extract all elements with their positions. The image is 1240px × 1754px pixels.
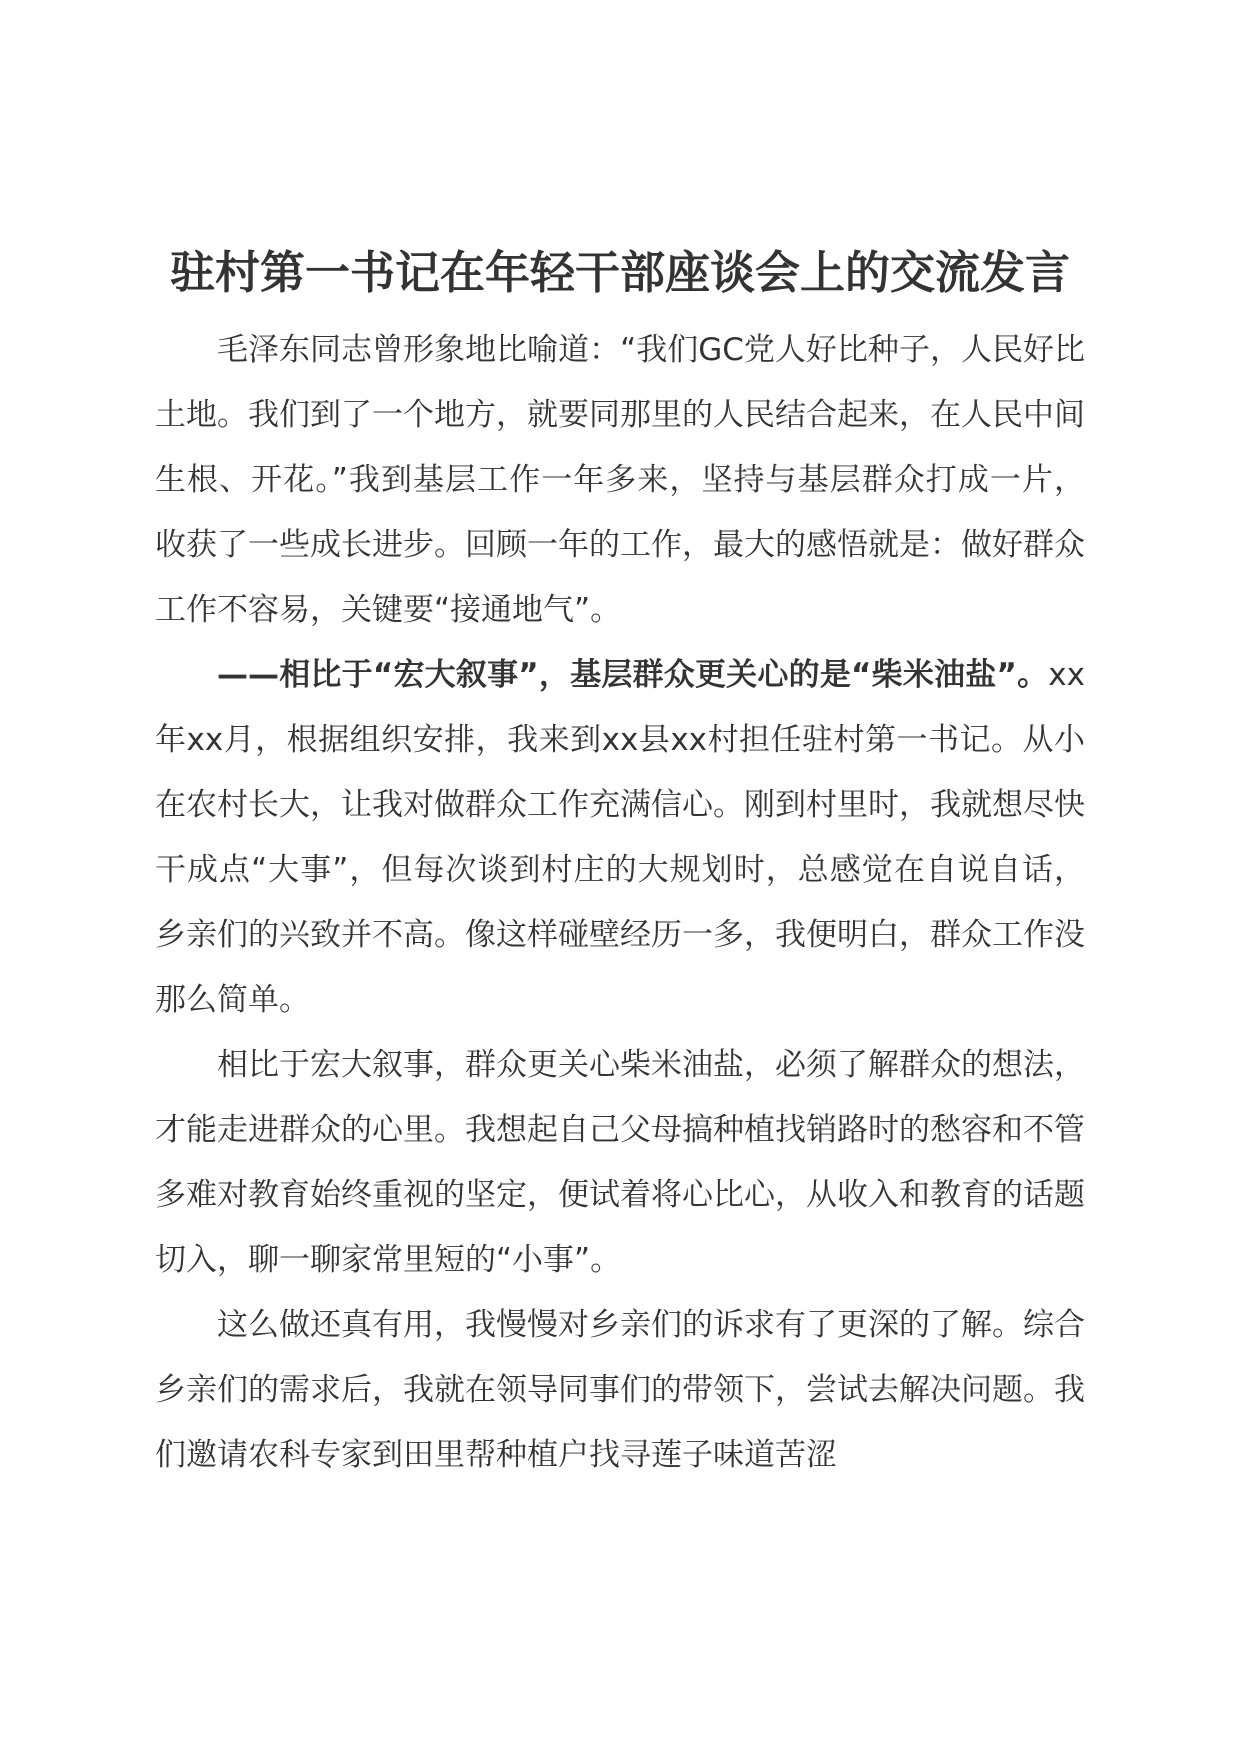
paragraph-2-text: xx年xx月，根据组织安排，我来到xx县xx村担任驻村第一书记。从小在农村长大，让我对做群众工作充满信心。刚到村里时，我就想尽快干成点“大事”，但每次谈到村庄的大规划时，总感觉在自说自话，乡亲们的兴致并不高。像这样碰壁经历一多，我便明白，群众工作没那么简单。	[155, 657, 1085, 1018]
paragraph-4	[155, 1293, 1085, 1488]
paragraph-4-text: 这么做还真有用，我慢慢对乡亲们的诉求有了更深的了解。综合乡亲们的需求后，我就在领导同事们的带领下，尝试去解决问题。我们邀请农科专家到田里帮种植户找寻莲子味道苦涩	[155, 1307, 1085, 1473]
paragraph-3	[155, 1033, 1085, 1293]
paragraph-3-text: 相比于宏大叙事，群众更关心柴米油盐，必须了解群众的想法，才能走进群众的心里。我想起自己父母搞种植找销路时的愁容和不管多难对教育始终重视的坚定，便试着将心比心，从收入和教育的话题切入，聊一聊家常里短的“小事”。	[155, 1047, 1085, 1278]
document-title: 驻村第一书记在年轻干部座谈会上的交流发言	[169, 246, 1070, 299]
document-body	[155, 318, 1085, 1488]
paragraph-1-text: 毛泽东同志曾形象地比喻道：“我们GC党人好比种子，人民好比土地。我们到了一个地方，就要同那里的人民结合起来，在人民中间生根、开花。”我到基层工作一年多来，坚持与基层群众打成一片，收获了一些成长进步。回顾一年的工作，最大的感悟就是：做好群众工作不容易，关键要“接通地气”。	[155, 332, 1085, 628]
section-heading: ——相比于“宏大叙事”，基层群众更关心的是“柴米油盐”。	[217, 657, 1049, 693]
paragraph-1	[155, 318, 1085, 643]
paragraph-2	[155, 643, 1085, 1033]
